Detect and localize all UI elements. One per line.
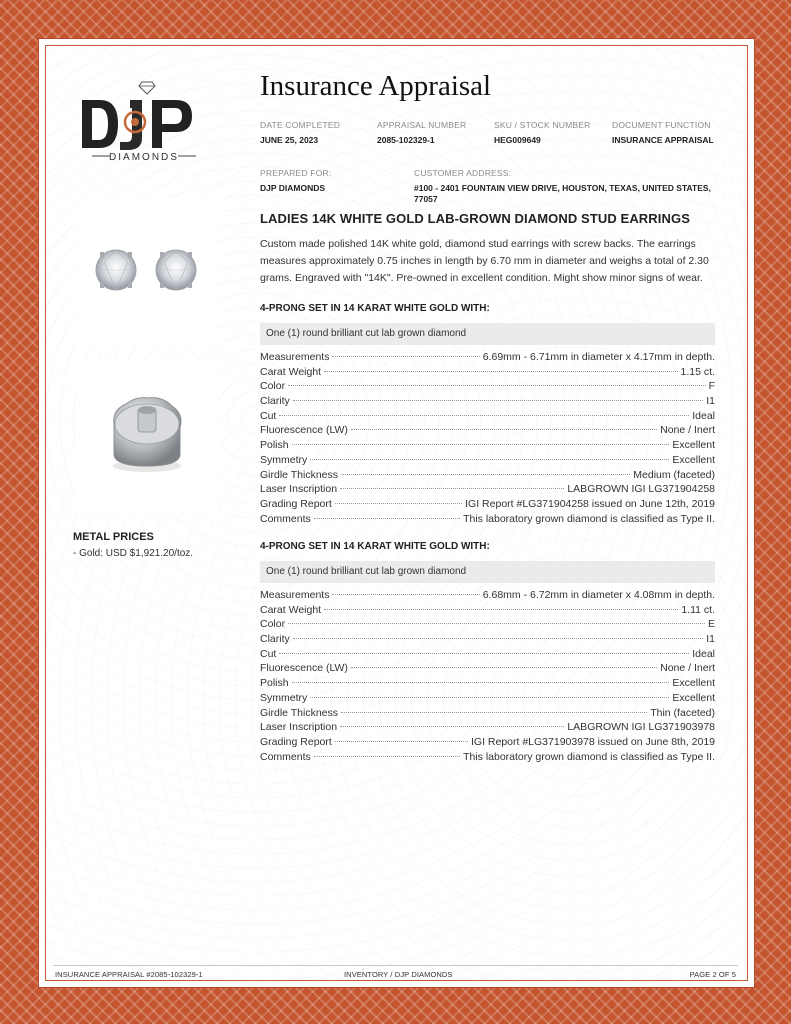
detail-row-comments: Comments This laboratory grown diamond is classified as Type II. — [260, 750, 715, 763]
logo-graphic — [80, 78, 210, 170]
footer-appraisal-number: INSURANCE APPRAISAL #2085-102329-1 — [55, 970, 203, 979]
customer-address-label: CUSTOMER ADDRESS: — [414, 168, 512, 178]
detail-row-polish: Polish Excellent — [260, 439, 715, 452]
detail-row-clarity: Clarity I1 — [260, 633, 715, 646]
stone-details — [260, 589, 715, 765]
detail-row-measurements: Measurements 6.69mm - 6.71mm in diameter x 4.17mm in depth. — [260, 351, 715, 363]
stone-details — [260, 351, 715, 527]
footer-page-number: PAGE 2 OF 5 — [689, 970, 736, 979]
appraisal-number-label: APPRAISAL NUMBER — [377, 120, 467, 130]
detail-row-grading-report: Grading Report IGI Report #LG371903978 issued on June 8th, 2019 — [260, 735, 715, 748]
document-function-label: DOCUMENT FUNCTION — [612, 120, 711, 130]
sku-label: SKU / STOCK NUMBER — [494, 120, 591, 130]
gold-price: - Gold: USD $1,921.20/toz. — [73, 548, 194, 559]
detail-row-fluorescence: Fluorescence (LW) None / Inert — [260, 424, 715, 437]
document-title: Insurance Appraisal — [260, 70, 492, 102]
prepared-for-label: PREPARED FOR: — [260, 168, 332, 178]
right-earring-stud — [156, 250, 196, 290]
screw-back-photo — [76, 362, 218, 512]
detail-row-girdle-thickness: Girdle Thickness Medium (faceted) — [260, 468, 715, 481]
footer-divider — [53, 965, 738, 966]
detail-row-cut: Cut Ideal — [260, 409, 715, 422]
metal-prices-heading: METAL PRICES — [73, 531, 154, 543]
section-heading: 4-PRONG SET IN 14 KARAT WHITE GOLD WITH: — [260, 541, 490, 552]
detail-row-girdle-thickness: Girdle Thickness Thin (faceted) — [260, 706, 715, 719]
detail-row-symmetry: Symmetry Excellent — [260, 691, 715, 704]
date-completed-value: JUNE 25, 2023 — [260, 135, 319, 145]
detail-row-cut: Cut Ideal — [260, 647, 715, 660]
detail-row-symmetry: Symmetry Excellent — [260, 453, 715, 466]
section-heading: 4-PRONG SET IN 14 KARAT WHITE GOLD WITH: — [260, 303, 490, 314]
left-earring-stud — [96, 250, 136, 290]
detail-row-measurements: Measurements 6.68mm - 6.72mm in diameter x 4.08mm in depth. — [260, 589, 715, 601]
prepared-for-value: DJP DIAMONDS — [260, 183, 326, 193]
stone-summary: One (1) round brilliant cut lab grown diamond — [260, 323, 715, 345]
detail-row-grading-report: Grading Report IGI Report #LG371904258 issued on June 12th, 2019 — [260, 497, 715, 510]
detail-row-clarity: Clarity I1 — [260, 395, 715, 408]
djp-diamonds-logo — [80, 78, 210, 170]
detail-row-fluorescence: Fluorescence (LW) None / Inert — [260, 662, 715, 675]
detail-row-color: Color F — [260, 380, 715, 393]
detail-row-polish: Polish Excellent — [260, 677, 715, 690]
detail-row-laser-inscription: Laser Inscription LABGROWN IGI LG371903978 — [260, 721, 715, 734]
stone-section-1 — [260, 302, 715, 527]
customer-address-line1: #100 - 2401 FOUNTAIN VIEW DRIVE, HOUSTON, TEXAS, UNITED STATES, — [414, 183, 711, 193]
item-description: Custom made polished 14K white gold, diamond stud earrings with screw backs. The earrings measures approximately 0.75 inches in length by 6.70 mm in diameter and weighs a total of 2.30 grams. Engraved with "14K". Pre-owned in excellent condition. Might show minor signs of wear. — [260, 238, 709, 284]
footer-inventory: INVENTORY / DJP DIAMONDS — [344, 970, 453, 979]
item-title: LADIES 14K WHITE GOLD LAB-GROWN DIAMOND STUD EARRINGS — [260, 211, 690, 226]
stone-section-2 — [260, 540, 715, 765]
customer-address-line2: 77057 — [414, 194, 438, 204]
appraisal-number-value: 2085-102329-1 — [377, 135, 435, 145]
detail-row-comments: Comments This laboratory grown diamond is classified as Type II. — [260, 512, 715, 525]
detail-row-carat-weight: Carat Weight 1.11 ct. — [260, 603, 715, 616]
detail-row-laser-inscription: Laser Inscription LABGROWN IGI LG371904258 — [260, 483, 715, 496]
detail-row-color: Color E — [260, 618, 715, 631]
detail-row-carat-weight: Carat Weight 1.15 ct. — [260, 365, 715, 378]
svg-text:DIAMONDS: DIAMONDS — [109, 152, 179, 163]
document-function-value: INSURANCE APPRAISAL — [612, 135, 714, 145]
sku-value: HEG009649 — [494, 135, 541, 145]
earrings-photo — [76, 198, 218, 346]
stone-summary: One (1) round brilliant cut lab grown diamond — [260, 561, 715, 583]
date-completed-label: DATE COMPLETED — [260, 120, 341, 130]
